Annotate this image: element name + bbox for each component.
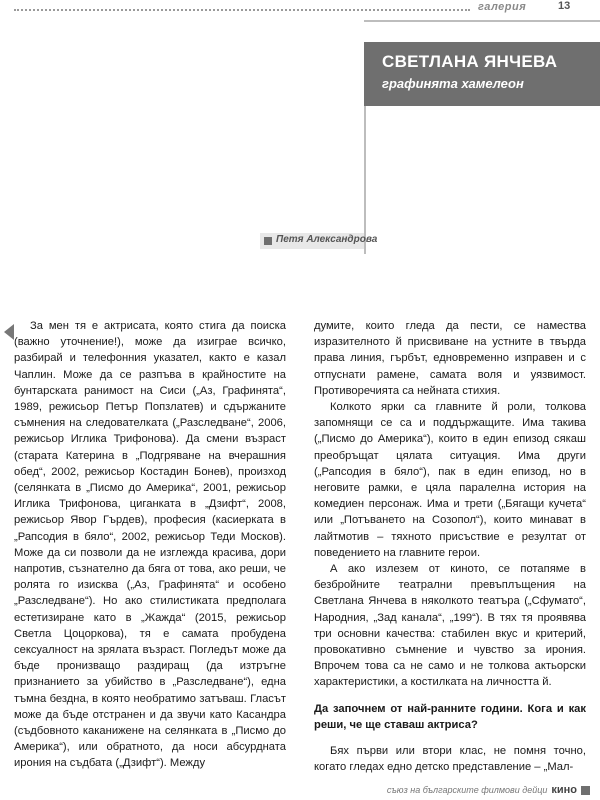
author-byline (260, 233, 378, 249)
article-subtitle: графинята хамелеон (382, 76, 524, 91)
paragraph: Колкото ярки са главните й роли, толкова запомнящи се са и поддържащите. Има такива („Писмо до Америка“), които в един епизод сякаш преобръщат цялата ситуация. Има други („Рапсодия в бяло“), пак в един епизод, но в неговите рамки, е цяла паралелна история на комедиен персонаж. Има и трети („Бягащи кучета“ или „Потъването на Созопол“), които минават в лайтмотив – тяхното присъствие е резултат от поведението на главните герои. (314, 401, 586, 559)
footer-text: съюз на българските филмови дейци (386, 785, 548, 795)
start-arrow-icon (4, 324, 14, 340)
title-box (364, 42, 600, 106)
article-column-right (314, 318, 586, 775)
article-column-left (14, 318, 286, 772)
paragraph: За мен тя е актрисата, която стига да поиска (важно уточнение!), може да изиграе всичко, разбирай и телефонния указател, както е казал Чаплин. Може да се разпъва в крайностите на бунтарската ранимост на Сиси („Аз, Графинята“, 1989, режисьор Петър Попзлатев) и сдържаните съмнения на следователката („Разследване“, 2006, режисьор Иглика Трифонова). Да смени възраст (старата Катерина в „Подгряване на вчерашния обед“, 2002, режисьор Костадин Бонев), произход (селянката в „Писмо до Америка“, 2001, режисьор Иглика Трифонова, циганката в „Дзифт“, 2008, режисьор Явор Гърдев), професия (касиерката в „Рапсодия в бяло“, 2002, режисьор Теди Москов). Може да си позволи да не изглежда красива, дори напротив, съзнателно да бяга от това, ако реши, че ролята го изисква („Аз, Графинята“ и особено „Разследване“). Но ако стилистиката предполага естетизиране като в „Жажда“ (2015, режисьор Светла Цоцоркова), тя е самата пробудена сексуалност на зрялата възраст. Погледът може да бъде пронизващо раздиращ (да изтръгне признанието за убийство в „Разследване“), една тъмна бездна, в която необратимо затъваш. Гласът може да бъде отстранен и да звучи като Касандра (съдбовното каканижене на селянката в „Писмо до Америка“), или обратното, да носи абсурдната ирония на съдбата („Дзифт“). Между (14, 320, 286, 770)
interview-answer: Бях първи или втори клас, не помня точно, когато гледах едно детско представление – „Мал- (314, 745, 586, 774)
footer-brand: кино (551, 784, 577, 796)
author-square-icon (264, 237, 272, 245)
interview-question: Да започнем от най-ранните години. Кога и как реши, че ще ставаш актриса? (314, 702, 586, 731)
article-title: СВЕТЛАНА ЯНЧЕВА (382, 52, 558, 71)
footer (387, 784, 590, 796)
footer-square-icon (581, 786, 590, 795)
header-rule (364, 20, 600, 22)
section-label: галерия (478, 1, 527, 13)
paragraph: А ако излезем от киното, се потапяме в безбройните театрални превъплъщения на Светлана Янчева в няколкото театъра („Сфумато“, Народния, „Зад канала“, „199“). В тях тя проявява три основни качества: стабилен вкус и критерий, провокативно съмнение и чувство за ирония. Впрочем това са не само и не толкова актьорски характеристики, а костилката на личността й. (314, 563, 586, 689)
paragraph-continuation: думите, които гледа да пести, се намества изразителното й присвиване на устните в твърда права линия, гърбът, едновременно изправен и с отпуснати рамене, самата воля и уязвимост. Противоречията са нейната стихия. (314, 320, 586, 397)
page-number: 13 (558, 0, 571, 12)
author-name: Петя Александрова (276, 234, 378, 245)
header-dotted-rule (14, 9, 470, 11)
